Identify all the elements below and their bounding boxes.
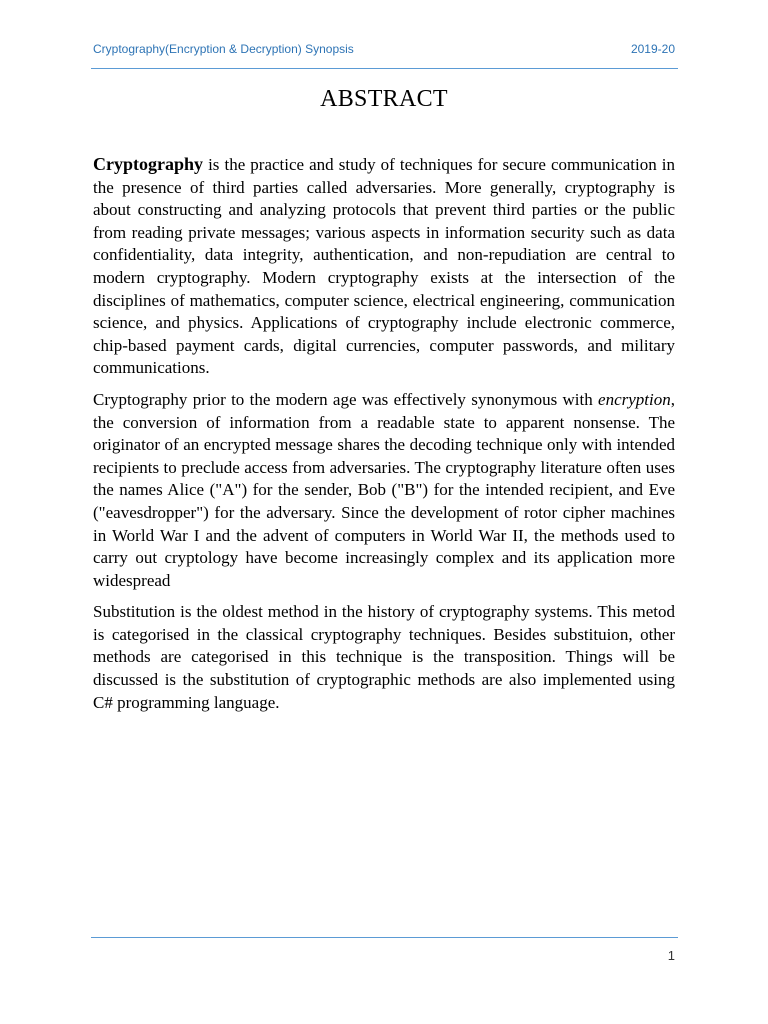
paragraph-2-emphasis: encryption [598,389,671,409]
paragraph-2 [93,389,675,592]
paragraph-3 [93,601,675,714]
header-divider [91,68,678,69]
paragraph-2-after: , the conversion of information from a readable state to apparent nonsense. The originator of an encrypted message shares the decoding technique only with intended recipients to preclude access from adversaries. The cryptography literature often uses the names Alice ("A") for the sender, Bob ("B") for the intended recipient, and Eve ("eavesdropper") for the adversary. Since the development of rotor cipher machines in World War I and the advent of computers in World War II, the methods used to carry out cryptology have become increasingly complex and its application more widespread [93,389,675,590]
paragraph-1-text: is the practice and study of techniques for secure communication in the presence of third parties called adversaries. More generally, cryptography is about constructing and analyzing protocols that prevent third parties or the public from reading private messages; various aspects in information security such as data confidentiality, data integrity, authentication, and non-repudiation are central to modern cryptography. Modern cryptography exists at the intersection of the disciplines of mathematics, computer science, electrical engineering, communication science, and physics. Applications of cryptography include electronic commerce, chip-based payment cards, digital currencies, computer passwords, and military communications. [93,155,675,378]
paragraph-3-text: Substitution is the oldest method in the history of cryptography systems. This metod is categorised in the classical cryptography techniques. Besides substituion, other methods are categorised in this technique is the transposition. Things will be discussed is the substitution of cryptographic methods are also implemented using C# programming language. [93,602,675,712]
page-number: 1 [667,948,675,963]
paragraph-2-before: Cryptography prior to the modern age was effectively synonymous with [93,389,599,409]
header-title: Cryptography(Encryption & Decryption) Synopsis [93,42,354,56]
paragraph-1-lead: Cryptography [93,154,204,174]
header-year: 2019-20 [630,42,675,56]
abstract-body [93,153,675,723]
paragraph-1 [93,153,675,380]
abstract-heading: ABSTRACT [320,86,448,112]
page-header [93,42,675,60]
footer-divider [91,937,678,938]
